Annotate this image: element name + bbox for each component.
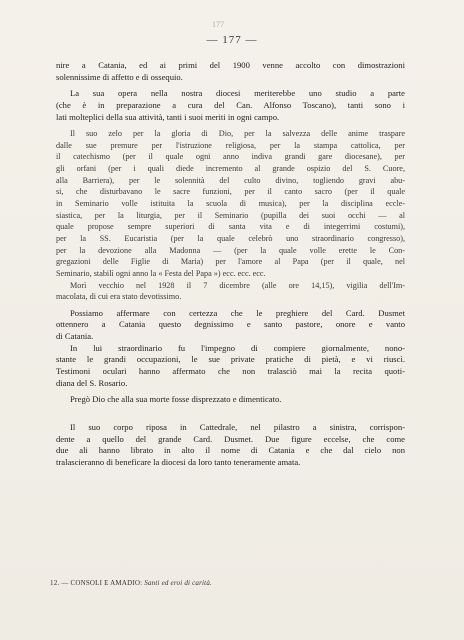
paragraph <box>56 88 405 123</box>
text-line: Pregò Dio che alla sua morte fosse disprezzato e dimenticato. <box>70 394 282 405</box>
page-stamp: 177 <box>212 20 224 29</box>
text-line: in Seminario volle istituita la scuola di musica), per la disciplina eccle- <box>56 199 405 209</box>
text-line: (che è in preparazione a cura del Can. Alfonso Toscano), tanti sono i <box>56 99 405 110</box>
text-line: Seminario, stabilì ogni anno la « Festa del Papa ») ecc. ecc. ecc. <box>56 268 266 278</box>
text-line: due ali hanno librato in alto il nome di Catania e che dal cielo non <box>56 445 405 456</box>
text-line: Il suo corpo riposa in Cattedrale, nel pilastro a sinistra, corrispon- <box>70 421 405 432</box>
text-line: tralascieranno di beneficare la diocesi da loro tanto teneramente amata. <box>56 456 301 467</box>
text-line: La sua opera nella nostra diocesi meriterebbe uno studio a parte <box>70 88 405 99</box>
paragraph <box>56 280 405 303</box>
text-line: Il suo zelo per la gloria di Dio, per la salvezza delle anime traspare <box>70 129 405 139</box>
text-line: Morì vecchio nel 1928 il 7 dicembre (alle ore 14,15), vigilia dell'Im- <box>70 280 405 290</box>
paragraph <box>56 422 405 469</box>
text-line: stante le grandi occupazioni, le sue private pratiche di pietà, e vi riuscì. <box>56 354 405 365</box>
paragraph <box>56 128 405 279</box>
text-line: gli orfani (per i quali diede incremento al grande ospizio del S. Cuore, <box>56 164 405 174</box>
page-footer <box>50 579 212 587</box>
text-line: solennissime di affetto e di ossequio. <box>56 71 183 82</box>
text-line: per la SS. Eucaristia (per la quale celebrò uno straordinario congresso), <box>56 233 405 243</box>
text-line: ottennero a Catania questo degnissimo e santo pastore, onore e vanto <box>56 319 405 330</box>
text-line: dalle sue premure per l'istruzione religiosa, per la stampa cattolica, per <box>56 140 405 150</box>
text-line: In lui straordinario fu l'impegno di compiere giornalmente, nono- <box>70 342 405 353</box>
page-number: — 177 — <box>206 34 258 46</box>
text-line: siastica, per la liturgia, per il Seminario (pupilla dei suoi occhi — al <box>56 210 405 220</box>
text-line: gregazioni delle Figlie di Maria) per l'amore al Papa (per il quale, nel <box>56 257 405 267</box>
body-text <box>56 60 405 469</box>
paragraph <box>56 60 405 83</box>
text-line: alla Barriera), per le solennità del culto divino, togliendo gravi abu- <box>56 175 405 185</box>
text-line: diana del S. Rosario. <box>56 377 128 388</box>
text-line: si, che disturbavano le sacre funzioni, per il canto sacro (per il quale <box>56 187 405 197</box>
text-line: quale propose sempre superiori di santa vita e di integerrimi costumi), <box>56 222 405 232</box>
paragraph <box>56 343 405 390</box>
text-line: Testimoni oculari hanno affermato che non tralasciò mai la recita quoti- <box>56 366 405 377</box>
text-line: nire a Catania, ed ai primi del 1900 venne accolto con dimostrazioni <box>56 60 405 70</box>
footer-signature: 12. — CONSOLI E AMADIO: <box>50 579 143 587</box>
text-line: dente a quello del grande Card. Dusmet. Due figure eccelse, che come <box>56 433 405 444</box>
paragraph <box>56 394 405 406</box>
text-line: di Catania. <box>56 331 94 342</box>
footer-book-title: Santi ed eroi di carità. <box>144 579 212 587</box>
text-line: Possiamo affermare con certezza che le preghiere del Card. Dusmet <box>70 307 405 318</box>
text-line: il catechismo (per il quale ogni anno indiva grandi gare diocesane), per <box>56 152 405 162</box>
text-line: lati molteplici della sua attività, tanti i suoi meriti in ogni campo. <box>56 111 280 122</box>
paragraph <box>56 308 405 343</box>
text-line: per la devozione alla Madonna — (per la quale volle erette le Con- <box>56 245 405 255</box>
text-line: macolata, di cui era stato devotissimo. <box>56 292 182 302</box>
